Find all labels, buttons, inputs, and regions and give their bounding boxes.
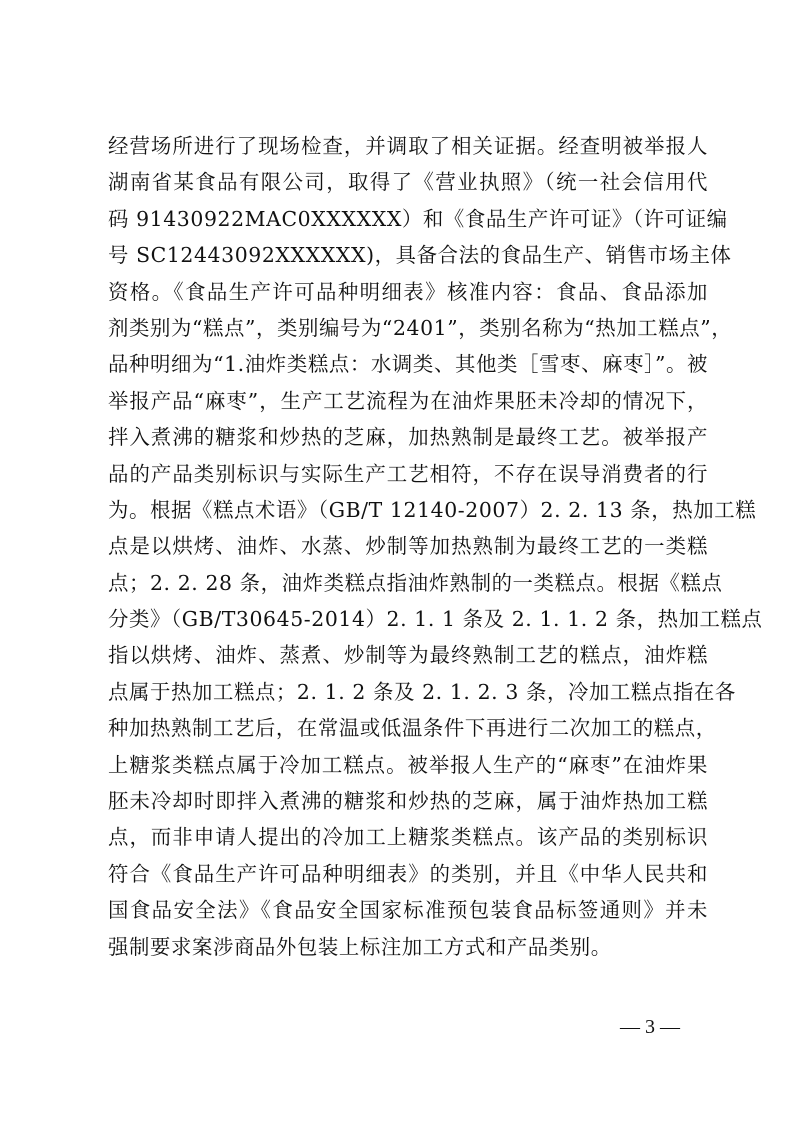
body-paragraph [108,128,763,965]
text-line: 品种明细为“1.油炸类糕点：水调类、其他类［雪枣、麻枣］”。被 [108,352,708,377]
text-line: 举报产品“麻枣”，生产工艺流程为在油炸果胚未冷却的情况下， [108,388,708,413]
text-line: 湖南省某食品有限公司，取得了《营业执照》（统一社会信用代 [108,170,708,195]
text-line: 码 91430922MAC0XXXXXX）和《食品生产许可证》（许可证编 [108,206,728,231]
text-line: 经营场所进行了现场检查，并调取了相关证据。经查明被举报人 [108,134,708,158]
text-line: 号 SC12443092XXXXXX)，具备合法的食品生产、销售市场主体 [108,243,732,268]
text-line: 国食品安全法》《食品安全国家标准预包装食品标签通则》并未 [108,898,708,923]
text-line: 分类》（GB/T30645-2014）2. 1. 1 条及 2. 1. 1. 2 条，热加工糕点 [108,607,763,632]
text-line: 胚未冷却时即拌入煮沸的糖浆和炒热的芝麻，属于油炸热加工糕 [108,789,708,814]
text-line: 品的产品类别标识与实际生产工艺相符，不存在误导消费者的行 [108,461,708,486]
text-line: 种加热熟制工艺后，在常温或低温条件下再进行二次加工的糕点， [108,716,717,741]
text-line: 点属于热加工糕点；2. 1. 2 条及 2. 1. 2. 3 条，冷加工糕点指在各 [108,679,736,704]
text-line: 资格。《食品生产许可品种明细表》核准内容：食品、食品添加 [108,279,708,304]
text-line: 点，而非申请人提出的冷加工上糖浆类糕点。该产品的类别标识 [108,825,708,850]
text-line: 上糖浆类糕点属于冷加工糕点。被举报人生产的“麻枣”在油炸果 [108,752,708,777]
text-line: 拌入煮沸的糖浆和炒热的芝麻，加热熟制是最终工艺。被举报产 [108,425,708,450]
text-line: 符合《食品生产许可品种明细表》的类别，并且《中华人民共和 [108,861,708,886]
page-number: — 3 — [620,1016,680,1038]
text-line: 指以烘烤、油炸、蒸煮、炒制等为最终熟制工艺的糕点，油炸糕 [108,643,708,668]
text-line: 剂类别为“糕点”，类别编号为“2401”，类别名称为“热加工糕点”， [108,315,733,340]
text-line: 点是以烘烤、油炸、水蒸、炒制等加热熟制为最终工艺的一类糕 [108,534,708,559]
text-line: 为。根据《糕点术语》（GB/T 12140-2007）2. 2. 13 条，热加工糕 [108,497,757,522]
text-line: 点；2. 2. 28 条，油炸类糕点指油炸熟制的一类糕点。根据《糕点 [108,570,723,595]
text-line: 强制要求案涉商品外包装上标注加工方式和产品类别。 [108,934,612,959]
